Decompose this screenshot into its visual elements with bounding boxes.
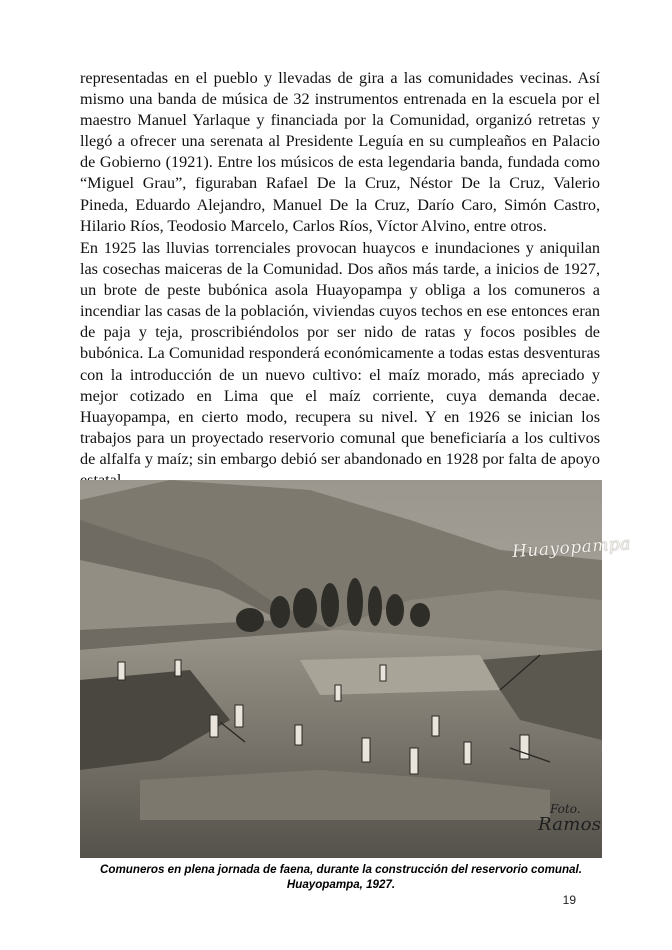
body-paragraph-1 [80,68,600,237]
photo-inscription-place: Huayopampa [511,533,632,563]
stone-pile [300,655,500,695]
page-number: 19 [562,893,576,907]
body-paragraph-2 [80,238,600,491]
photo-inscription-foto: Foto. [550,802,581,816]
caption-line-1: Comuneros en plena jornada de faena, durante la construcción del reservorio comunal. [100,863,582,876]
caption-line-2: Huayopampa, 1927. [286,878,396,891]
paragraph-text: representadas en el pueblo y llevadas de gira a las comunidades vecinas. Así mismo una banda de música de 32 instrumentos entrenada en la escuela por el maestro Manuel Yarlaque y financiada por la Comunidad, organizó retretas y llegó a ofrecer una serenata al Presidente Leguía en su cumpleaños en Palacio de Gobierno (1921). Entre los músicos de esta legendaria banda, fundada como “Miguel Grau”, figuraban Rafael De la Cruz, Néstor De la Cruz, Valerio Pineda, Eduardo Alejandro, Manuel De la Cruz, Darío Caro, Simón Castro, Hilario Ríos, Teodosio Marcelo, Carlos Ríos, Víctor Alvino, entre otros. [80,69,600,235]
paragraph-text: En 1925 las lluvias torrenciales provocan huaycos e inundaciones y aniquilan las cosechas maiceras de la Comunidad. Dos años más tarde, a inicios de 1927, un brote de peste bubónica asola Huayopampa y obliga a los comuneros a incendiar las casas de la población, viviendas cuyos techos en ese entonces eran de paja y teja, proscribiéndolos por ser nido de ratas y focos posibles de bubónica. La Comunidad responderá económicamente a todas estas desventuras con la introducción de un nuevo cultivo: el maíz morado, más apreciado y mejor cotizado en Lima que el maíz corriente, cuya demanda decae. Huayopampa, en cierto modo, recupera su nivel. Y en 1926 se inician los trabajos para un proyectado reservorio comunal que beneficiaría a los cultivos de alfalfa y maíz; sin embargo debió ser abandonado en 1928 por falta de apoyo [80,239,600,468]
photo-caption [80,862,602,892]
historical-photograph [80,480,632,858]
photo-inscription-author: Ramos [538,814,602,835]
photo-scene [80,480,602,858]
